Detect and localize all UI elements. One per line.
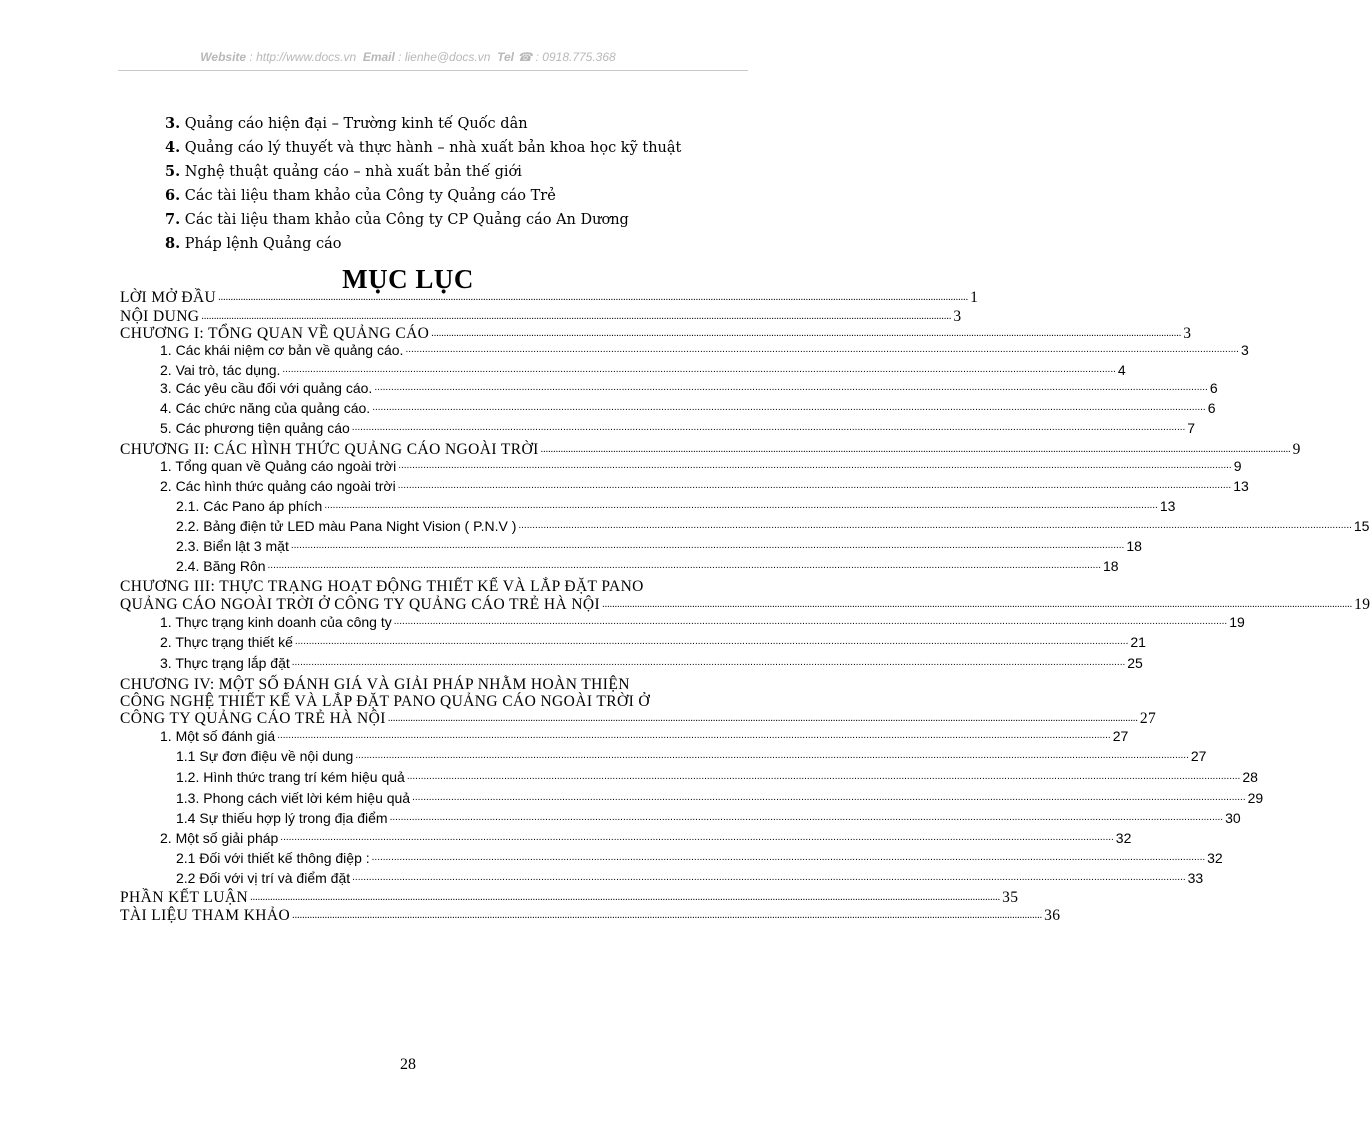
dot-leader: ............................................................................................................................................................................................................................................................................................................	[352, 872, 1186, 883]
toc-entry: NỘI DUNG ............................................................................................................................................................................................................................................................................................................ 3	[120, 308, 962, 325]
toc-entry: 2.1 Đối với thiết kế thông điệp : ............................................................................................................................................................................................................................................................................................................ 32	[176, 850, 1223, 866]
toc-entry: 1.1 Sự đơn điệu về nội dung ............................................................................................................................................................................................................................................................................................................ 27	[176, 748, 1207, 764]
toc-entry: 1. Một số đánh giá ............................................................................................................................................................................................................................................................................................................ 27	[160, 728, 1129, 744]
toc-title: MỤC LỤC	[342, 264, 474, 294]
toc-entry: 1. Thực trạng kinh doanh của công ty ............................................................................................................................................................................................................................................................................................................ 19	[160, 614, 1245, 630]
toc-entry: CÔNG TY QUẢNG CÁO TRẺ HÀ NỘI ............................................................................................................................................................................................................................................................................................................ 27	[120, 710, 1157, 727]
reference-item: 4. Quảng cáo lý thuyết và thực hành – nhà xuất bản khoa học kỹ thuật	[165, 139, 682, 156]
toc-entry: 2.3. Biển lật 3 mặt ............................................................................................................................................................................................................................................................................................................ 18	[176, 538, 1142, 554]
website-url: : http://www.docs.vn	[249, 50, 357, 64]
dot-leader: ............................................................................................................................................................................................................................................................................................................	[291, 657, 1126, 668]
page-number: 28	[400, 1056, 416, 1073]
toc-entry: 4. Các chức năng của quảng cáo. ............................................................................................................................................................................................................................................................................................................ 6	[160, 400, 1216, 416]
toc-entry: 2.2 Đối với vị trí và điểm đặt ............................................................................................................................................................................................................................................................................................................ 33	[176, 870, 1204, 886]
tel-number: : 0918.775.368	[535, 50, 616, 64]
toc-entry: 2.2. Bảng điện tử LED màu Pana Night Vision ( P.N.V ) ............................................................................................................................................................................................................................................................................................................ 15	[176, 518, 1370, 534]
dot-leader: ............................................................................................................................................................................................................................................................................................................	[397, 480, 1232, 491]
dot-leader: ............................................................................................................................................................................................................................................................................................................	[387, 713, 1138, 724]
tel-label: Tel	[497, 50, 514, 64]
toc-chapter-line: CÔNG NGHỆ THIẾT KẾ VÀ LẮP ĐẶT PANO QUẢNG CÁO NGOÀI TRỜI Ở	[120, 693, 651, 710]
dot-leader: ............................................................................................................................................................................................................................................................................................................	[324, 500, 1158, 511]
toc-entry: 2.1. Các Pano áp phích ............................................................................................................................................................................................................................................................................................................ 13	[176, 498, 1176, 514]
toc-entry: CHƯƠNG II: CÁC HÌNH THỨC QUẢNG CÁO NGOÀI TRỜI ............................................................................................................................................................................................................................................................................................................ 9	[120, 441, 1301, 458]
dot-leader: ............................................................................................................................................................................................................................................................................................................	[374, 382, 1208, 393]
toc-entry: LỜI MỞ ĐẦU ............................................................................................................................................................................................................................................................................................................ 1	[120, 289, 979, 306]
dot-leader: ............................................................................................................................................................................................................................................................................................................	[250, 892, 1001, 903]
email-address: : lienhe@docs.vn	[398, 50, 491, 64]
toc-entry: 3. Các yêu cầu đối với quảng cáo. ............................................................................................................................................................................................................................................................................................................ 6	[160, 380, 1218, 396]
toc-entry: TÀI LIỆU THAM KHẢO ............................................................................................................................................................................................................................................................................................................ 36	[120, 907, 1061, 924]
toc-entry: QUẢNG CÁO NGOÀI TRỜI Ở CÔNG TY QUẢNG CÁO TRẺ HÀ NỘI ............................................................................................................................................................................................................................................................................................................ 19	[120, 596, 1370, 613]
dot-leader: ............................................................................................................................................................................................................................................................................................................	[294, 636, 1129, 647]
toc-entry: PHẦN KẾT LUẬN ............................................................................................................................................................................................................................................................................................................ 35	[120, 889, 1019, 906]
reference-item: 6. Các tài liệu tham khảo của Công ty Quảng cáo Trẻ	[165, 187, 556, 204]
toc-entry: CHƯƠNG I: TỔNG QUAN VỀ QUẢNG CÁO ............................................................................................................................................................................................................................................................................................................ 3	[120, 325, 1192, 342]
toc-entry: 1.3. Phong cách viết lời kém hiệu quả ............................................................................................................................................................................................................................................................................................................ 29	[176, 790, 1264, 806]
dot-leader: ............................................................................................................................................................................................................................................................................................................	[201, 311, 952, 322]
toc-entry: 2. Một số giải pháp ............................................................................................................................................................................................................................................................................................................ 32	[160, 830, 1132, 846]
toc-entry: 1. Các khái niệm cơ bản về quảng cáo. ............................................................................................................................................................................................................................................................................................................ 3	[160, 342, 1249, 358]
dot-leader: ............................................................................................................................................................................................................................................................................................................	[393, 616, 1228, 627]
toc-entry: 2. Thực trạng thiết kế ............................................................................................................................................................................................................................................................................................................ 21	[160, 634, 1146, 650]
toc-entry: 1.4 Sự thiếu hợp lý trong địa điểm ............................................................................................................................................................................................................................................................................................................ 30	[176, 810, 1241, 826]
toc-chapter-line: CHƯƠNG III: THỰC TRẠNG HOẠT ĐỘNG THIẾT KẾ VÀ LẮP ĐẶT PANO	[120, 578, 644, 595]
dot-leader: ............................................................................................................................................................................................................................................................................................................	[405, 344, 1239, 355]
toc-entry: 2. Các hình thức quảng cáo ngoài trời ............................................................................................................................................................................................................................................................................................................ 13	[160, 478, 1249, 494]
dot-leader: ............................................................................................................................................................................................................................................................................................................	[389, 812, 1224, 823]
toc-entry: 5. Các phương tiện quảng cáo ............................................................................................................................................................................................................................................................................................................ 7	[160, 420, 1196, 436]
dot-leader: ............................................................................................................................................................................................................................................................................................................	[218, 292, 969, 303]
dot-leader: ............................................................................................................................................................................................................................................................................................................	[267, 560, 1102, 571]
dot-leader: ............................................................................................................................................................................................................................................................................................................	[431, 328, 1182, 339]
dot-leader: ............................................................................................................................................................................................................................................................................................................	[371, 852, 1206, 863]
dot-leader: ............................................................................................................................................................................................................................................................................................................	[280, 832, 1114, 843]
website-label: Website	[200, 50, 247, 64]
email-label: Email	[362, 50, 395, 64]
toc-entry: 1. Tổng quan về Quảng cáo ngoài trời ............................................................................................................................................................................................................................................................................................................ 9	[160, 458, 1242, 474]
reference-item: 5. Nghệ thuật quảng cáo – nhà xuất bản thế giới	[165, 163, 522, 180]
dot-leader: ............................................................................................................................................................................................................................................................................................................	[406, 771, 1241, 782]
toc-chapter-line: CHƯƠNG IV: MỘT SỐ ĐÁNH GIÁ VÀ GIẢI PHÁP NHẰM HOÀN THIỆN	[120, 676, 630, 693]
dot-leader: ............................................................................................................................................................................................................................................................................................................	[351, 422, 1186, 433]
reference-item: 7. Các tài liệu tham khảo của Công ty CP Quảng cáo An Dương	[165, 211, 629, 228]
toc-entry: 1.2. Hình thức trang trí kém hiệu quả ............................................................................................................................................................................................................................................................................................................ 28	[176, 769, 1258, 785]
dot-leader: ............................................................................................................................................................................................................................................................................................................	[282, 364, 1116, 375]
dot-leader: ............................................................................................................................................................................................................................................................................................................	[355, 750, 1189, 761]
dot-leader: ............................................................................................................................................................................................................................................................................................................	[292, 910, 1043, 921]
dot-leader: ............................................................................................................................................................................................................................................................................................................	[398, 460, 1232, 471]
reference-item: 8. Pháp lệnh Quảng cáo	[165, 235, 342, 252]
dot-leader: ............................................................................................................................................................................................................................................................................................................	[540, 444, 1291, 455]
toc-entry: 2. Vai trò, tác dụng. ............................................................................................................................................................................................................................................................................................................ 4	[160, 362, 1126, 378]
toc-entry: 2.4. Băng Rôn ............................................................................................................................................................................................................................................................................................................ 18	[176, 558, 1119, 574]
reference-item: 3. Quảng cáo hiện đại – Trường kinh tế Quốc dân	[165, 115, 528, 132]
dot-leader: ............................................................................................................................................................................................................................................................................................................	[277, 730, 1111, 741]
dot-leader: ............................................................................................................................................................................................................................................................................................................	[372, 402, 1206, 413]
dot-leader: ............................................................................................................................................................................................................................................................................................................	[290, 540, 1125, 551]
dot-leader: ............................................................................................................................................................................................................................................................................................................	[412, 792, 1246, 803]
phone-icon: ☎	[517, 50, 533, 64]
dot-leader: ............................................................................................................................................................................................................................................................................................................	[518, 520, 1352, 531]
toc-entry: 3. Thực trạng lắp đặt ............................................................................................................................................................................................................................................................................................................ 25	[160, 655, 1143, 671]
dot-leader: ............................................................................................................................................................................................................................................................................................................	[602, 599, 1353, 610]
